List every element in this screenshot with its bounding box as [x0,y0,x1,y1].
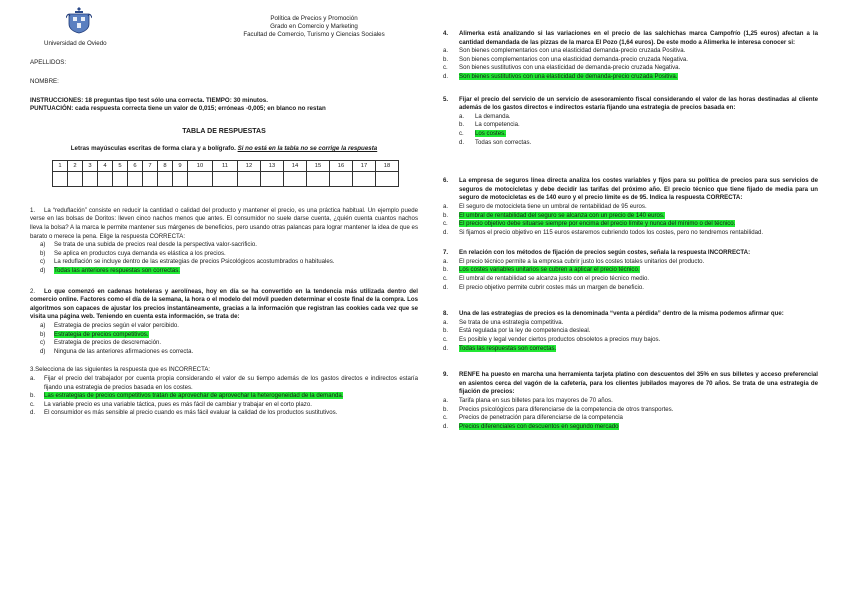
scoring: PUNTUACIÓN: cada respuesta correcta tiene un valor de 0,015; erróneas -0,005; en blanco no restan [30,105,326,113]
option-text [54,322,418,331]
answer-option[interactable] [443,327,818,336]
course-line: Facultad de Comercio, Turismo y Ciencias Sociales [243,31,385,39]
answer-option[interactable] [443,64,818,73]
right-questions [443,30,818,431]
answer-option[interactable] [30,348,418,357]
option-key: b. [443,55,449,63]
course-info [214,15,414,40]
answer-number-cell: 7 [143,160,158,171]
question-9 [443,371,818,431]
option-text [459,56,818,65]
option-text [475,139,818,148]
answer-option[interactable] [443,336,818,345]
option-text [459,284,818,293]
option-key: d. [30,409,36,417]
option-key: a. [459,112,465,120]
option-key: b. [443,266,449,274]
answer-option[interactable] [30,258,418,267]
answer-number-cell: 15 [307,160,330,171]
question-text: La empresa de seguros línea directa analiza los costes variables y fijos para su política de precios para sus servicios de seguros de motocicletas y debe decidir las tarifas del próximo año. El precio técnico que tiene fijado de media para un seguro de motocicletas es de 140 euro y el precio límite es de 95. Indica la respuesta CORRECTA: [459,177,818,202]
answer-option[interactable] [443,406,818,415]
answer-number-cell: 10 [188,160,213,171]
question-4 [443,30,818,82]
answer-option[interactable] [443,397,818,406]
option-key: a. [443,397,449,404]
question-stem [443,30,818,47]
university-name: Universidad de Oviedo [44,40,107,47]
option-label: La competencia. [475,121,520,129]
option-label: Son bienes complementarios con una elasticidad demanda-precio cruzada Negativa. [459,55,688,63]
answer-option[interactable] [30,409,418,418]
subtitle-text: Letras mayúsculas escritas de forma clara y a bolígrafo. [70,144,236,152]
option-text [459,397,818,406]
option-key: b. [459,121,465,129]
option-label: Es posible y legal vender ciertos productos obsoletos a precios muy bajos. [459,336,661,344]
question-number: 1. [30,206,36,214]
option-key: d) [40,347,46,355]
option-text [459,258,818,267]
answer-input-cell[interactable] [307,171,330,186]
answer-number-cell: 3 [83,160,98,171]
answer-number-cell: 6 [128,160,143,171]
answer-number-cell: 13 [261,160,284,171]
answer-option[interactable] [443,220,818,229]
question-3 [30,366,418,418]
left-questions [30,207,418,418]
option-label: Son bienes sustitutivos con una elasticidad de demanda-precio cruzada Negativa. [459,64,681,72]
option-text [459,47,818,56]
option-label: El precio técnico permite a la empresa cubrir justo los costes totales unitarios del producto. [459,257,705,265]
option-label: Los costes variables unitarios se cubren a aplicar el precio técnico. [459,266,640,274]
answer-table-input-row [53,171,399,186]
option-text [475,113,818,122]
answer-input-cell[interactable] [173,171,188,186]
answer-option[interactable] [443,266,818,275]
option-text [459,414,818,423]
answer-option[interactable] [443,113,818,122]
option-key: d. [459,138,465,146]
answer-input-cell[interactable] [330,171,353,186]
answer-option[interactable] [30,267,418,276]
university-crest-icon [66,6,92,34]
question-number: 6. [443,177,449,185]
answer-input-cell[interactable] [143,171,158,186]
option-label: Estrategia de precios de descremación. [54,339,162,347]
answer-option[interactable] [443,229,818,238]
answer-number-cell: 8 [158,160,173,171]
question-number: 2. [30,287,36,295]
answer-input-cell[interactable] [128,171,143,186]
option-label: Precios diferenciales con descuentos en segundo mercado [459,422,619,430]
answer-input-cell[interactable] [158,171,173,186]
question-stem [443,371,818,397]
option-label: Se trata de una estrategia competitiva. [459,318,564,326]
option-text [54,267,418,276]
question-stem [443,249,818,258]
option-label: Todas las anteriores respuestas son correctas. [54,266,180,274]
question-1 [30,207,418,276]
answer-option[interactable] [443,121,818,130]
answer-input-cell[interactable] [261,171,284,186]
question-5 [443,96,818,148]
option-key: d. [443,283,449,291]
answer-number-cell: 18 [376,160,399,171]
option-text [475,121,818,130]
question-text: Fijar el precio del servicio de un servicio de asesoramiento fiscal considerando el valor de las horas destinadas al cliente además de los gastos directos e indirectos estaría fijando una estrategia de precios basada en: [459,95,818,112]
answer-option[interactable] [443,47,818,56]
answer-option[interactable] [443,414,818,423]
option-label: Las estrategias de precios competitivos tratan de aprovechar de aprovechar la heterogeneidad de la demanda. [44,392,344,400]
answer-input-cell[interactable] [68,171,83,186]
option-label: El consumidor es más sensible al precio cuando es más fácil evaluar la calidad de los productos sustitutivos. [44,409,338,417]
question-stem [443,310,818,319]
option-label: El seguro de motocicleta tiene un umbral de rentabilidad de 95 euros. [459,202,647,210]
option-text [459,319,818,328]
option-key: d) [40,266,46,274]
option-text [54,258,418,267]
option-key: d. [443,344,449,352]
option-text [54,331,418,340]
answer-number-cell: 14 [284,160,307,171]
question-stem [443,96,818,113]
course-line: Política de Precios y Promoción [270,15,358,22]
question-number: 7. [443,249,449,257]
subtitle-underlined: Si no está en la tabla no se corrige la respuesta [237,144,378,152]
option-key: b. [30,392,36,400]
answer-input-cell[interactable] [188,171,213,186]
option-label: El umbral de rentabilidad del seguro se alcanza con un precio de 140 euros. [459,211,665,219]
option-key: c. [459,129,464,137]
question-text: Selecciona de las siguientes la respuesta que es INCORRECTA: [35,366,211,374]
option-label: La reduflación se incluye dentro de las estrategias de precios Psicológicos acostumbrados o habituales. [54,258,335,266]
option-key: c. [443,414,448,422]
option-text [459,203,818,212]
answer-input-cell[interactable] [376,171,399,186]
option-label: Estrategia de precios competitivos. [54,330,149,338]
option-label: La demanda. [475,112,511,120]
answer-option[interactable] [443,56,818,65]
answer-option[interactable] [443,423,818,432]
option-key: a) [40,321,46,329]
nombre-label: NOMBRE: [30,78,59,85]
option-text [459,345,818,354]
option-label: Todas son correctas. [475,138,532,146]
option-key: c. [30,400,35,408]
option-key: d. [443,72,449,80]
answer-input-cell[interactable] [213,171,238,186]
answer-number-cell: 17 [353,160,376,171]
option-text [44,401,418,410]
option-key: b) [40,330,46,338]
question-stem [443,177,818,203]
answer-option[interactable] [30,392,418,401]
answer-input-cell[interactable] [98,171,113,186]
option-text [459,275,818,284]
question-stem [30,288,418,322]
question-stem [30,207,418,241]
question-8 [443,310,818,353]
answer-option[interactable] [30,241,418,250]
option-label: Los costes. [475,129,506,137]
option-key: b) [40,249,46,257]
left-column [30,6,418,418]
answer-input-cell[interactable] [53,171,68,186]
option-key: a. [443,47,449,55]
option-key: a. [443,202,449,210]
answer-table [52,160,399,187]
option-label: Se trata de una subida de precios real desde la perspectiva valor-sacrificio. [54,241,257,249]
answer-option[interactable] [30,401,418,410]
option-text [44,409,418,418]
exam-header [30,6,418,56]
option-key: c) [40,258,46,266]
option-label: Estrategia de precios según el valor percibido. [54,321,179,329]
option-label: Ninguna de las anteriores afirmaciones es correcta. [54,347,194,355]
option-text [54,348,418,357]
option-text [54,339,418,348]
question-2 [30,288,418,357]
option-label: Se aplica en productos cuya demanda es elástica a los precios. [54,249,226,257]
option-text [459,64,818,73]
option-key: a) [40,241,46,249]
answer-option[interactable] [443,212,818,221]
answer-option[interactable] [30,331,418,340]
answer-option[interactable] [443,275,818,284]
option-text [459,327,818,336]
option-key: c. [443,220,448,228]
option-label: El umbral de rentabilidad se alcanza justo con el precio técnico medio. [459,275,650,283]
option-label: Todas las respuestas son correctas. [459,344,557,352]
answer-option[interactable] [443,203,818,212]
option-text [44,375,418,392]
option-text [459,220,818,229]
question-stem: 3.Selecciona de las siguientes la respuesta que es INCORRECTA: [30,366,211,374]
apellidos-label: APELLIDOS: [30,59,67,66]
option-text [54,241,418,250]
answer-input-cell[interactable] [113,171,128,186]
question-text: RENFE ha puesto en marcha una herramienta tarjeta platino con descuentos del 35% en sus billetes y acceso preferencial en asientos cerca del vagón de la cafetería, para los clientes jubilados mayores de 70 años. Se trata de una estrategia de fijación de precios: [459,371,818,396]
option-text [44,392,418,401]
option-label: Tarifa plana en sus billetes para los mayores de 70 años. [459,397,613,404]
question-number: 4. [443,30,449,37]
option-text [459,212,818,221]
answer-table-header-row [53,160,399,171]
option-key: c. [443,336,448,344]
option-label: Fijar el precio del trabajador por cuenta propia considerando el valor de su tiempo además de los gastos directos e indirectos estaría fijando una estrategia de precios basada en los costes. [44,374,418,391]
answer-option[interactable] [443,130,818,139]
question-number: 5. [443,95,449,103]
option-label: Si fijamos el precio objetivo en 115 euros estaremos cubriendo todos los costes, pero no tendremos rentabilidad. [459,228,764,236]
option-key: c. [443,64,448,72]
option-key: d. [443,228,449,236]
question-7 [443,249,818,292]
answer-option[interactable] [443,319,818,328]
answer-option[interactable] [443,258,818,267]
option-text [459,229,818,238]
answer-number-cell: 1 [53,160,68,171]
answer-input-cell[interactable] [284,171,307,186]
answer-number-cell: 4 [98,160,113,171]
option-label: Está regulada por la ley de competencia desleal. [459,327,591,335]
answer-option[interactable] [443,345,818,354]
option-text [459,73,818,82]
option-key: a. [30,374,36,382]
option-key: b. [443,405,449,413]
answer-option[interactable] [443,73,818,82]
option-label: Precios psicológicos para diferenciarse de la competencia de otros transportes. [459,405,674,413]
answer-number-cell: 12 [238,160,261,171]
option-key: b. [443,211,449,219]
question-text: Alimerka está analizando si las variaciones en el precio de las salchichas marca Campofrío (1,25 euros) afectan a la cantidad demandada de las pizzas de la marca El Pozo (1,64 euros). De este modo a Alimerka le interesa conocer si: [459,30,818,46]
answer-option[interactable] [443,284,818,293]
option-text [459,336,818,345]
option-text [459,406,818,415]
answer-table-subtitle [30,145,418,152]
option-text [54,250,418,259]
question-text: Una de las estrategias de precios es la denominada “venta a pérdida” dentro de la misma podemos afirmar que: [459,310,784,318]
answer-option[interactable] [30,250,418,259]
answer-input-cell[interactable] [83,171,98,186]
right-column [443,30,818,431]
course-line: Grado en Comercio y Marketing [270,23,358,31]
option-key: b. [443,327,449,335]
answer-input-cell[interactable] [353,171,376,186]
option-label: Son bienes complementarios con una elasticidad demanda-precio cruzada Positiva. [459,47,686,55]
question-text: La “reduflación” consiste en reducir la cantidad o calidad del producto y mantener el precio, es una práctica habitual. Un ejemplo puede verse en las bolsas de Doritos: lleven cinco nachos menos que antes. El consumidor no suele darse cuenta, ¿quién cuenta cuantos nachos lleva la bolsa? A la marca le permite mantener sus márgenes de beneficios, pero usando otras palancas para lograr mantener la idea de que es barato o merece la pena. Elige la respuesta CORRECTA: [30,206,418,240]
question-number: 8. [443,310,449,318]
option-key: c) [40,339,46,347]
option-label: El precio objetivo permite cubrir costes más un margen de beneficio. [459,283,644,291]
answer-option[interactable] [443,139,818,148]
option-key: d. [443,422,449,430]
answer-number-cell: 5 [113,160,128,171]
answer-option[interactable] [30,339,418,348]
option-text [459,423,818,432]
answer-number-cell: 11 [213,160,238,171]
question-text: Lo que comenzó en cadenas hoteleras y aerolíneas, hoy en día se ha convertido en la tendencia más utilizada dentro del comercio online. Factores como el día de la semana, la hora o el modelo del móvil pueden determinar el coste final de la compra. Los algoritmos son capaces de ajustar los precios instantáneamente, gracias a la información que registran las cookies cada vez que se visita una página web. Teniendo en cuenta esta información, se trata de: [30,287,418,321]
answer-table-title: TABLA DE RESPUESTAS [182,127,266,135]
instructions: INSTRUCCIONES: 18 preguntas tipo test sólo una correcta. TIEMPO: 30 minutos. [30,97,268,104]
question-text: En relación con los métodos de fijación de precios según costes, señala la respuesta INCORRECTA: [459,249,751,257]
option-key: a. [443,318,449,326]
option-label: El precio objetivo debe situarse siempre por encima del precio límite y nunca del mínimo o del técnico. [459,220,736,228]
option-label: Son bienes sustitutivos con una elasticidad de demanda-precio cruzada Positiva. [459,72,678,80]
question-6 [443,177,818,237]
answer-option[interactable] [30,322,418,331]
answer-number-cell: 2 [68,160,83,171]
answer-number-cell: 16 [330,160,353,171]
option-label: Precios de penetración para diferenciarse de la competencia [459,414,623,422]
option-text [475,130,818,139]
option-key: c. [443,275,448,283]
answer-input-cell[interactable] [238,171,261,186]
option-label: La variable precio es una variable táctica, pues es más fácil de cambiar y trabajar en el corto plazo. [44,400,312,408]
answer-number-cell: 9 [173,160,188,171]
answer-option[interactable] [30,375,418,392]
question-number: 9. [443,371,449,379]
option-text [459,266,818,275]
option-key: a. [443,257,449,265]
